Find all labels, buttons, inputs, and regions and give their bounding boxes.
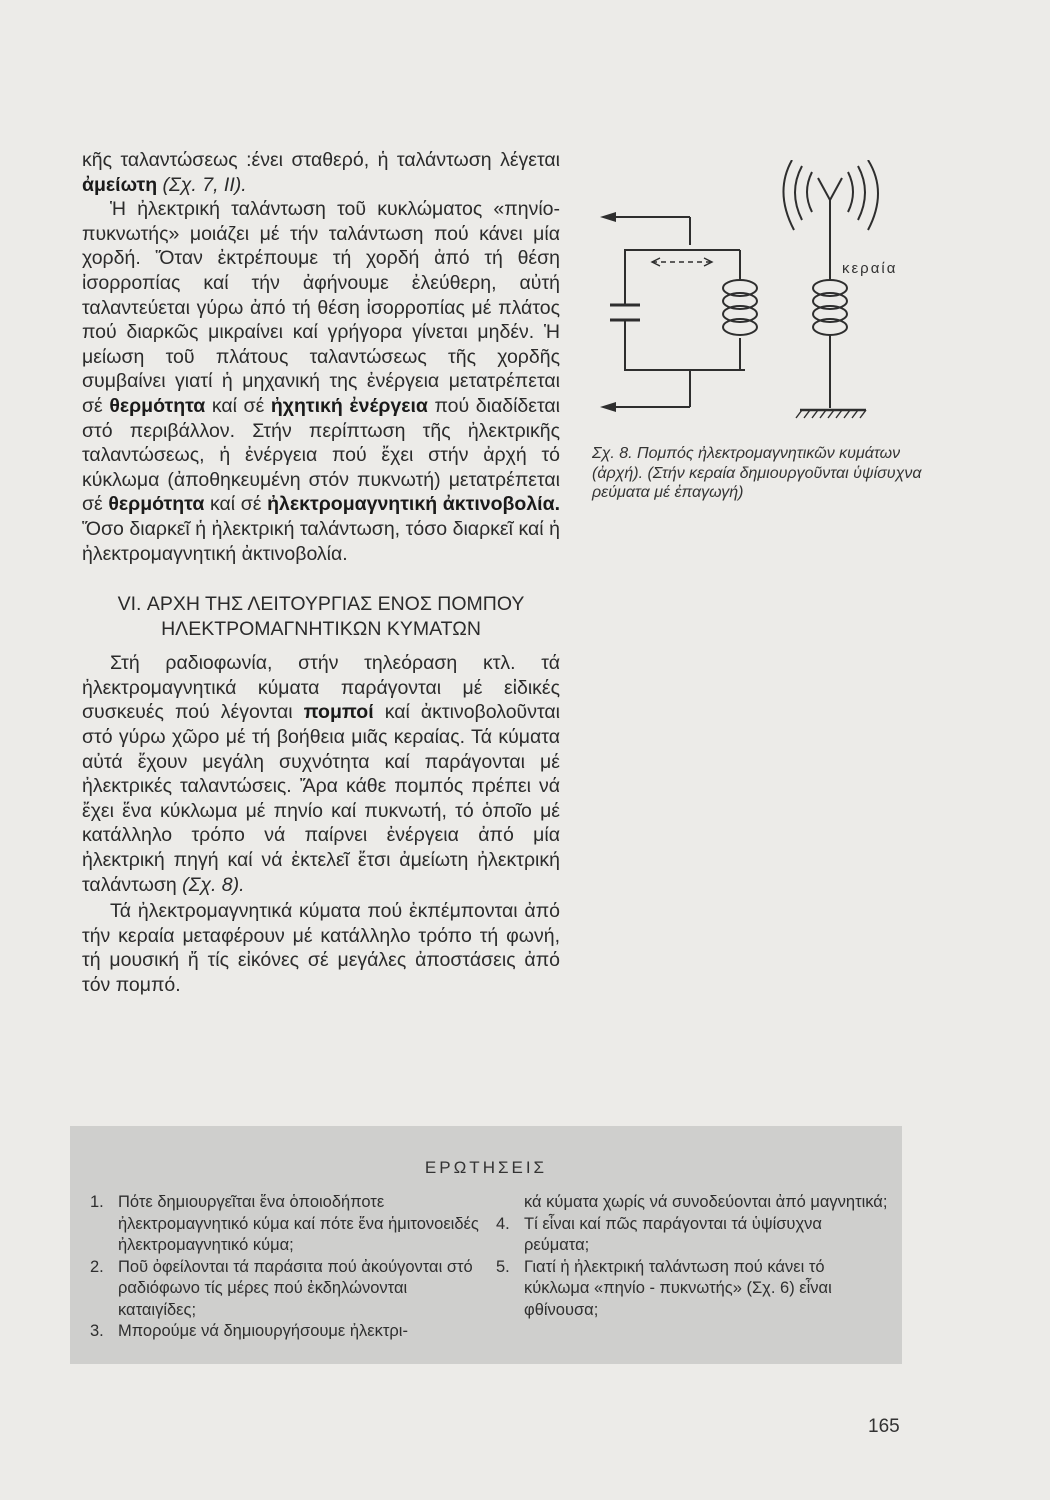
paragraph-4: Τά ἠλεκτρομαγνητικά κύματα πού ἐκπέμπονται ἀπό τήν κεραία μεταφέρουν μέ κατάλληλο τρόπο τή φωνή, τή μουσική ἤ τίς εἰκόνες σέ μεγάλες ἀποστάσεις ἀπό τόν πομπό. — [82, 900, 560, 996]
lc-bottom-wire — [625, 320, 745, 370]
figure-caption: Σχ. 8. Πομπός ἠλεκτρομαγνητικῶν κυμάτων (ἀρχή). (Στήν κεραία δημιουργοῦνται ὑψίσυχνα ρεύματα μέ ἐπαγωγή) — [592, 445, 922, 501]
question-item-continued: κά κύματα χωρίς νά συνοδεύονται ἀπό μαγνητικά; — [524, 1193, 888, 1211]
wave-arc-left-3 — [783, 160, 794, 230]
question-item: 4. Τί εἶναι καί πῶς παράγονται τά ὑψίσυχνα ρεύματα; — [496, 1214, 822, 1254]
primary-coil — [723, 280, 757, 335]
paragraph-3: Στή ραδιοφωνία, στήν τηλεόραση κτλ. τά ἠλεκτρομαγνητικά κύματα παράγονται μέ εἰδικές συσκευές πού λέγονται πομποί καί ἀκτινοβολοῦνται στό γύρω χῶρο μέ τή βοήθεια μιᾶς κεραίας. Τά κύματα αὐτά ἔχουν μεγάλη συχνότητα καί παράγονται μέ ἠλεκτρικές ταλαντώσεις. Ἄρα κάθε πομπός πρέπει νά ἔχει ἕνα κύκλωμα μέ πηνίο καί πυκνωτή, τό ὁποῖο μέ κατάλληλο τρόπο νά παίρνει ἐνέργεια ἀπό μία ἠλεκτρική πηγή καί νά ἐκτελεῖ ἔτσι ἀμείωτη ἠλεκτρική ταλάντωση (Σχ. 8). — [82, 652, 560, 896]
main-text-column — [82, 148, 560, 998]
circuit-svg — [590, 160, 920, 435]
arrow-head-top — [600, 212, 616, 222]
lc-top-wire — [625, 250, 740, 305]
questions-box — [70, 1126, 902, 1364]
question-item: 1. Πότε δημιουργεῖται ἕνα ὁποιοδήποτε ἠλεκτρομαγνητικό κύμα καί πότε ἕνα ἡμιτονοειδές ἠλεκτρομαγνητικό κύμα; — [90, 1193, 479, 1254]
transmitter-diagram — [590, 160, 920, 435]
wave-arc-right-1 — [848, 172, 853, 212]
question-item: 2. Ποῦ ὀφείλονται τά παράσιτα πού ἀκούγονται στό ραδιόφωνο τίς μέρες πού ἐκδηλώνονται καταιγίδες; — [90, 1257, 473, 1319]
question-item: 3. Μπορούμε νά δημιουργήσουμε ἠλεκτρι- — [90, 1322, 408, 1340]
wave-arc-left-2 — [795, 166, 802, 220]
question-item: 5. Γιατί ἡ ἠλεκτρική ταλάντωση πού κάνει τό κύκλωμα «πηνίο - πυκνωτής» (Σχ. 6) εἶναι φθίνουσα; — [496, 1257, 832, 1319]
wave-arc-right-2 — [858, 166, 865, 220]
wave-arc-left-1 — [807, 172, 812, 212]
wave-arc-right-3 — [868, 160, 878, 230]
antenna-coil — [813, 280, 847, 335]
questions-left-column — [90, 1192, 480, 1343]
section-heading: VI. ΑΡΧΗ ΤΗΣ ΛΕΙΤΟΥΡΓΙΑΣ ΕΝΟΣ ΠΟΜΠΟΥ ΗΛΕΚΤΡΟΜΑΓΝΗΤΙΚΩΝ ΚΥΜΑΤΩΝ — [117, 593, 525, 640]
arrow-head-bottom — [600, 402, 616, 412]
questions-right-column — [496, 1192, 891, 1321]
paragraph-2: Ἡ ἠλεκτρική ταλάντωση τοῦ κυκλώματος «πηνίο-πυκνωτής» μοιάζει μέ τήν ταλάντωση πού κάνει μία χορδή. Ὅταν ἐκτρέπουμε τή χορδή ἀπό τή θέση ἰσορροπίας καί τήν ἀφήνουμε ἐλεύθερη, αὐτή ταλαντεύεται γύρω ἀπό τή θέση ἰσορροπίας μέ πλάτος πού διαρκῶς μικραίνει καί γρήγορα γίνεται μηδέν. Ἡ μείωση τοῦ πλάτους ταλαντώσεως τῆς χορδῆς συμβαίνει γιατί ἡ μηχανική της ἐνέργεια μετατρέπεται σέ θερμότητα καί σέ ἠχητική ἐνέργεια πού διαδίδεται στό περιβάλλον. Στήν περίπτωση τῆς ἠλεκτρικῆς ταλαντώσεως, ἡ ἐνέργεια πού ἔχει στήν ἀρχή τό κύκλωμα (ἀποθηκευμένη στόν πυκνωτή) μετατρέπεται σέ θερμότητα καί σέ ἠλεκτρομαγνητική ἀκτινοβολία. Ὅσο διαρκεῖ ἡ ἠλεκτρική ταλάντωση, τόσο διαρκεῖ καί ἡ ἠλεκτρομαγνητική ἀκτινοβολία. — [82, 198, 560, 565]
paragraph-1: κῆς ταλαντώσεως :ένει σταθερό, ἡ ταλάντωση λέγεται ἀμείωτη (Σχ. 7, ΙΙ). — [82, 149, 560, 196]
page-number: 165 — [868, 1416, 900, 1437]
questions-title: ΕΡΩΤΗΣΕΙΣ — [424, 1158, 548, 1177]
antenna-label: κεραία — [842, 260, 898, 277]
